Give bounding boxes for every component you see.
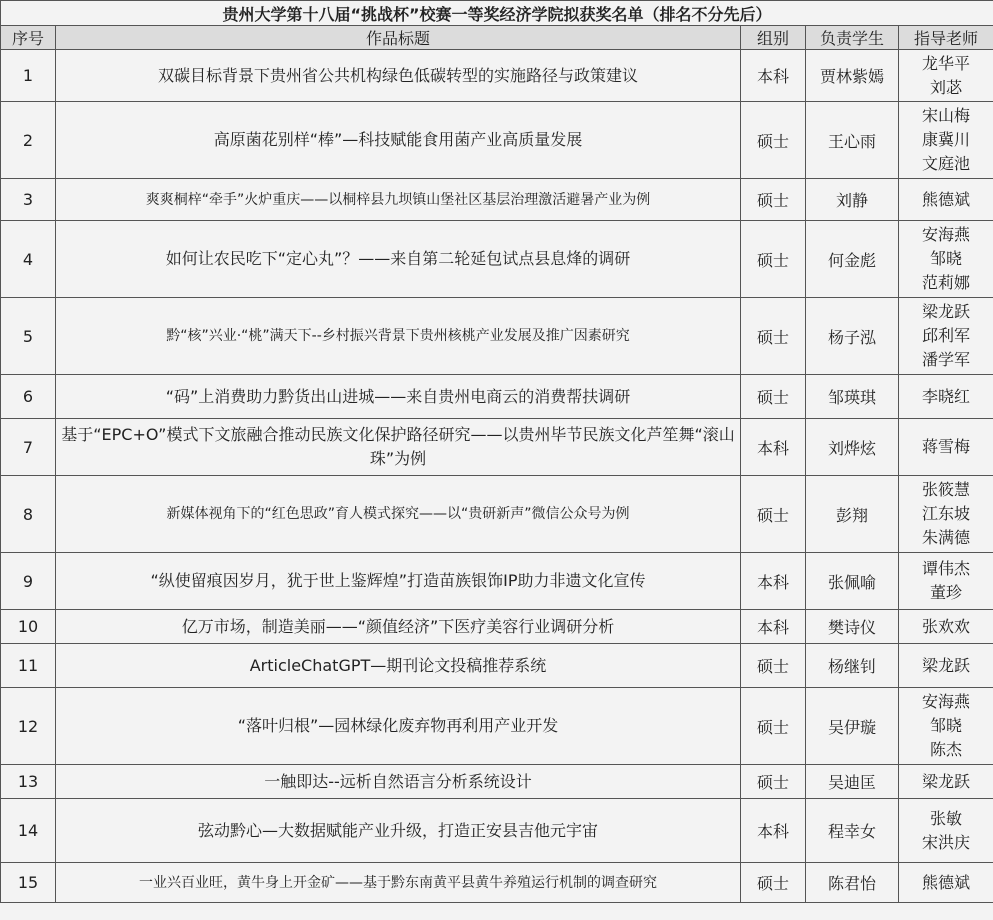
student-cell: 吴迪匡 <box>806 765 899 799</box>
work-title: ArticleChatGPT—期刊论文投稿推荐系统 <box>56 644 741 688</box>
advisor-name: 邱利军 <box>922 326 971 345</box>
row-number: 12 <box>1 688 56 765</box>
table-row <box>1 863 993 903</box>
work-title: 如何让农民吃下“定心丸”？——来自第二轮延包试点县息烽的调研 <box>56 221 741 298</box>
student-cell: 贾林紫嫣 <box>806 50 899 102</box>
advisor-cell <box>899 644 993 688</box>
group-cell: 本科 <box>741 419 806 476</box>
group-cell: 硕士 <box>741 863 806 903</box>
table-header-row <box>1 26 993 50</box>
table-row <box>1 102 993 179</box>
row-number: 3 <box>1 179 56 221</box>
work-title: 基于“EPC+O”模式下文旅融合推动民族文化保护路径研究——以贵州毕节民族文化芦笙舞“滚山珠”为例 <box>56 419 741 476</box>
advisor-name: 张敏 <box>930 808 963 828</box>
row-number: 1 <box>1 50 56 102</box>
group-cell: 硕士 <box>741 179 806 221</box>
group-cell: 硕士 <box>741 765 806 799</box>
work-title: 一触即达--远析自然语言分析系统设计 <box>56 765 741 799</box>
work-title: 高原菌花别样“棒”—科技赋能食用菌产业高质量发展 <box>56 102 741 179</box>
work-title: “纵使留痕因岁月，犹于世上鉴辉煌”打造苗族银饰IP助力非遗文化宣传 <box>56 553 741 610</box>
row-number: 8 <box>1 476 56 553</box>
row-number: 6 <box>1 375 56 419</box>
group-cell: 硕士 <box>741 644 806 688</box>
header-student: 负责学生 <box>806 26 899 50</box>
row-number: 9 <box>1 553 56 610</box>
header-group: 组别 <box>741 26 806 50</box>
table-row <box>1 50 993 102</box>
table-row <box>1 221 993 298</box>
advisor-name: 李晓红 <box>922 386 971 406</box>
advisor-cell <box>899 50 993 102</box>
row-number: 4 <box>1 221 56 298</box>
advisor-cell <box>899 476 993 553</box>
student-cell: 吴伊璇 <box>806 688 899 765</box>
advisor-cell <box>899 179 993 221</box>
row-number: 7 <box>1 419 56 476</box>
advisor-name: 宋山梅 <box>922 106 971 125</box>
advisor-name: 熊德斌 <box>922 872 971 892</box>
work-title: 双碳目标背景下贵州省公共机构绿色低碳转型的实施路径与政策建议 <box>56 50 741 102</box>
advisor-cell <box>899 688 993 765</box>
work-title: 弦动黔心—大数据赋能产业升级，打造正安县吉他元宇宙 <box>56 799 741 863</box>
group-cell: 本科 <box>741 610 806 644</box>
student-cell: 张佩喻 <box>806 553 899 610</box>
table-row <box>1 799 993 863</box>
student-cell: 王心雨 <box>806 102 899 179</box>
group-cell: 硕士 <box>741 298 806 375</box>
table-row <box>1 298 993 375</box>
student-cell: 程幸女 <box>806 799 899 863</box>
work-title: 新媒体视角下的“红色思政”育人模式探究——以“贵研新声”微信公众号为例 <box>56 476 741 553</box>
table-row <box>1 688 993 765</box>
table-row <box>1 419 993 476</box>
group-cell: 硕士 <box>741 221 806 298</box>
row-number: 14 <box>1 799 56 863</box>
table-row <box>1 476 993 553</box>
advisor-cell <box>899 799 993 863</box>
advisor-cell <box>899 419 993 476</box>
row-number: 10 <box>1 610 56 644</box>
advisor-name: 文庭池 <box>922 154 971 173</box>
student-cell: 樊诗仪 <box>806 610 899 644</box>
advisor-cell <box>899 863 993 903</box>
row-number: 2 <box>1 102 56 179</box>
work-title: 亿万市场，制造美丽——“颜值经济”下医疗美容行业调研分析 <box>56 610 741 644</box>
table-row <box>1 610 993 644</box>
work-title: 黔“核”兴业·“桃”满天下--乡村振兴背景下贵州核桃产业发展及推广因素研究 <box>56 298 741 375</box>
row-number: 13 <box>1 765 56 799</box>
advisor-cell <box>899 610 993 644</box>
header-work-title: 作品标题 <box>56 26 741 50</box>
row-number: 5 <box>1 298 56 375</box>
student-cell: 何金彪 <box>806 221 899 298</box>
advisor-name: 邹晓 <box>930 716 963 735</box>
group-cell: 硕士 <box>741 375 806 419</box>
row-number: 11 <box>1 644 56 688</box>
advisor-cell <box>899 221 993 298</box>
advisor-name: 江东坡 <box>922 504 971 523</box>
header-number: 序号 <box>1 26 56 50</box>
table-row <box>1 179 993 221</box>
advisor-name: 邹晓 <box>930 249 963 268</box>
advisor-name: 康冀川 <box>922 130 971 149</box>
advisor-cell <box>899 375 993 419</box>
group-cell: 本科 <box>741 50 806 102</box>
row-number: 15 <box>1 863 56 903</box>
advisor-cell <box>899 298 993 375</box>
work-title: 一业兴百业旺，黄牛身上开金矿——基于黔东南黄平县黄牛养殖运行机制的调查研究 <box>56 863 741 903</box>
table-title-row <box>1 1 993 26</box>
advisor-name: 蒋雪梅 <box>922 437 971 456</box>
group-cell: 本科 <box>741 553 806 610</box>
work-title: 爽爽桐梓“牵手”火炉重庆——以桐梓县九坝镇山堡社区基层治理激活避暑产业为例 <box>56 179 741 221</box>
header-advisor: 指导老师 <box>899 26 993 50</box>
student-cell: 彭翔 <box>806 476 899 553</box>
student-cell: 刘静 <box>806 179 899 221</box>
advisor-name: 梁龙跃 <box>922 655 971 675</box>
advisor-name: 安海燕 <box>922 225 971 244</box>
work-title: “码”上消费助力黔货出山进城——来自贵州电商云的消费帮扶调研 <box>56 375 741 419</box>
advisor-name: 范莉娜 <box>922 273 971 292</box>
advisor-name: 谭伟杰 <box>922 559 971 578</box>
advisor-name: 梁龙跃 <box>922 302 971 321</box>
student-cell: 邹瑛琪 <box>806 375 899 419</box>
work-title: “落叶归根”—园林绿化废弃物再利用产业开发 <box>56 688 741 765</box>
advisor-name: 陈杰 <box>930 740 963 759</box>
advisor-name: 熊德斌 <box>922 189 971 209</box>
group-cell: 硕士 <box>741 688 806 765</box>
table-row <box>1 553 993 610</box>
advisor-name: 刘苾 <box>930 77 963 97</box>
advisor-name: 朱满德 <box>922 528 971 547</box>
table-title: 贵州大学第十八届“挑战杯”校赛一等奖经济学院拟获奖名单（排名不分先后） <box>1 1 993 26</box>
advisor-name: 张筱慧 <box>922 480 971 499</box>
advisor-name: 董珍 <box>930 583 963 602</box>
student-cell: 杨子泓 <box>806 298 899 375</box>
table-row <box>1 375 993 419</box>
advisor-name: 梁龙跃 <box>922 771 971 791</box>
advisor-cell <box>899 102 993 179</box>
table-row <box>1 644 993 688</box>
advisor-name: 龙华平 <box>922 53 971 73</box>
advisor-name: 安海燕 <box>922 692 971 711</box>
advisor-cell <box>899 765 993 799</box>
advisor-cell <box>899 553 993 610</box>
student-cell: 杨继钊 <box>806 644 899 688</box>
group-cell: 硕士 <box>741 476 806 553</box>
student-cell: 刘烨炫 <box>806 419 899 476</box>
advisor-name: 潘学军 <box>922 350 971 369</box>
group-cell: 本科 <box>741 799 806 863</box>
student-cell: 陈君怡 <box>806 863 899 903</box>
group-cell: 硕士 <box>741 102 806 179</box>
table-row <box>1 765 993 799</box>
advisor-name: 张欢欢 <box>922 616 971 636</box>
advisor-name: 宋洪庆 <box>922 832 971 852</box>
